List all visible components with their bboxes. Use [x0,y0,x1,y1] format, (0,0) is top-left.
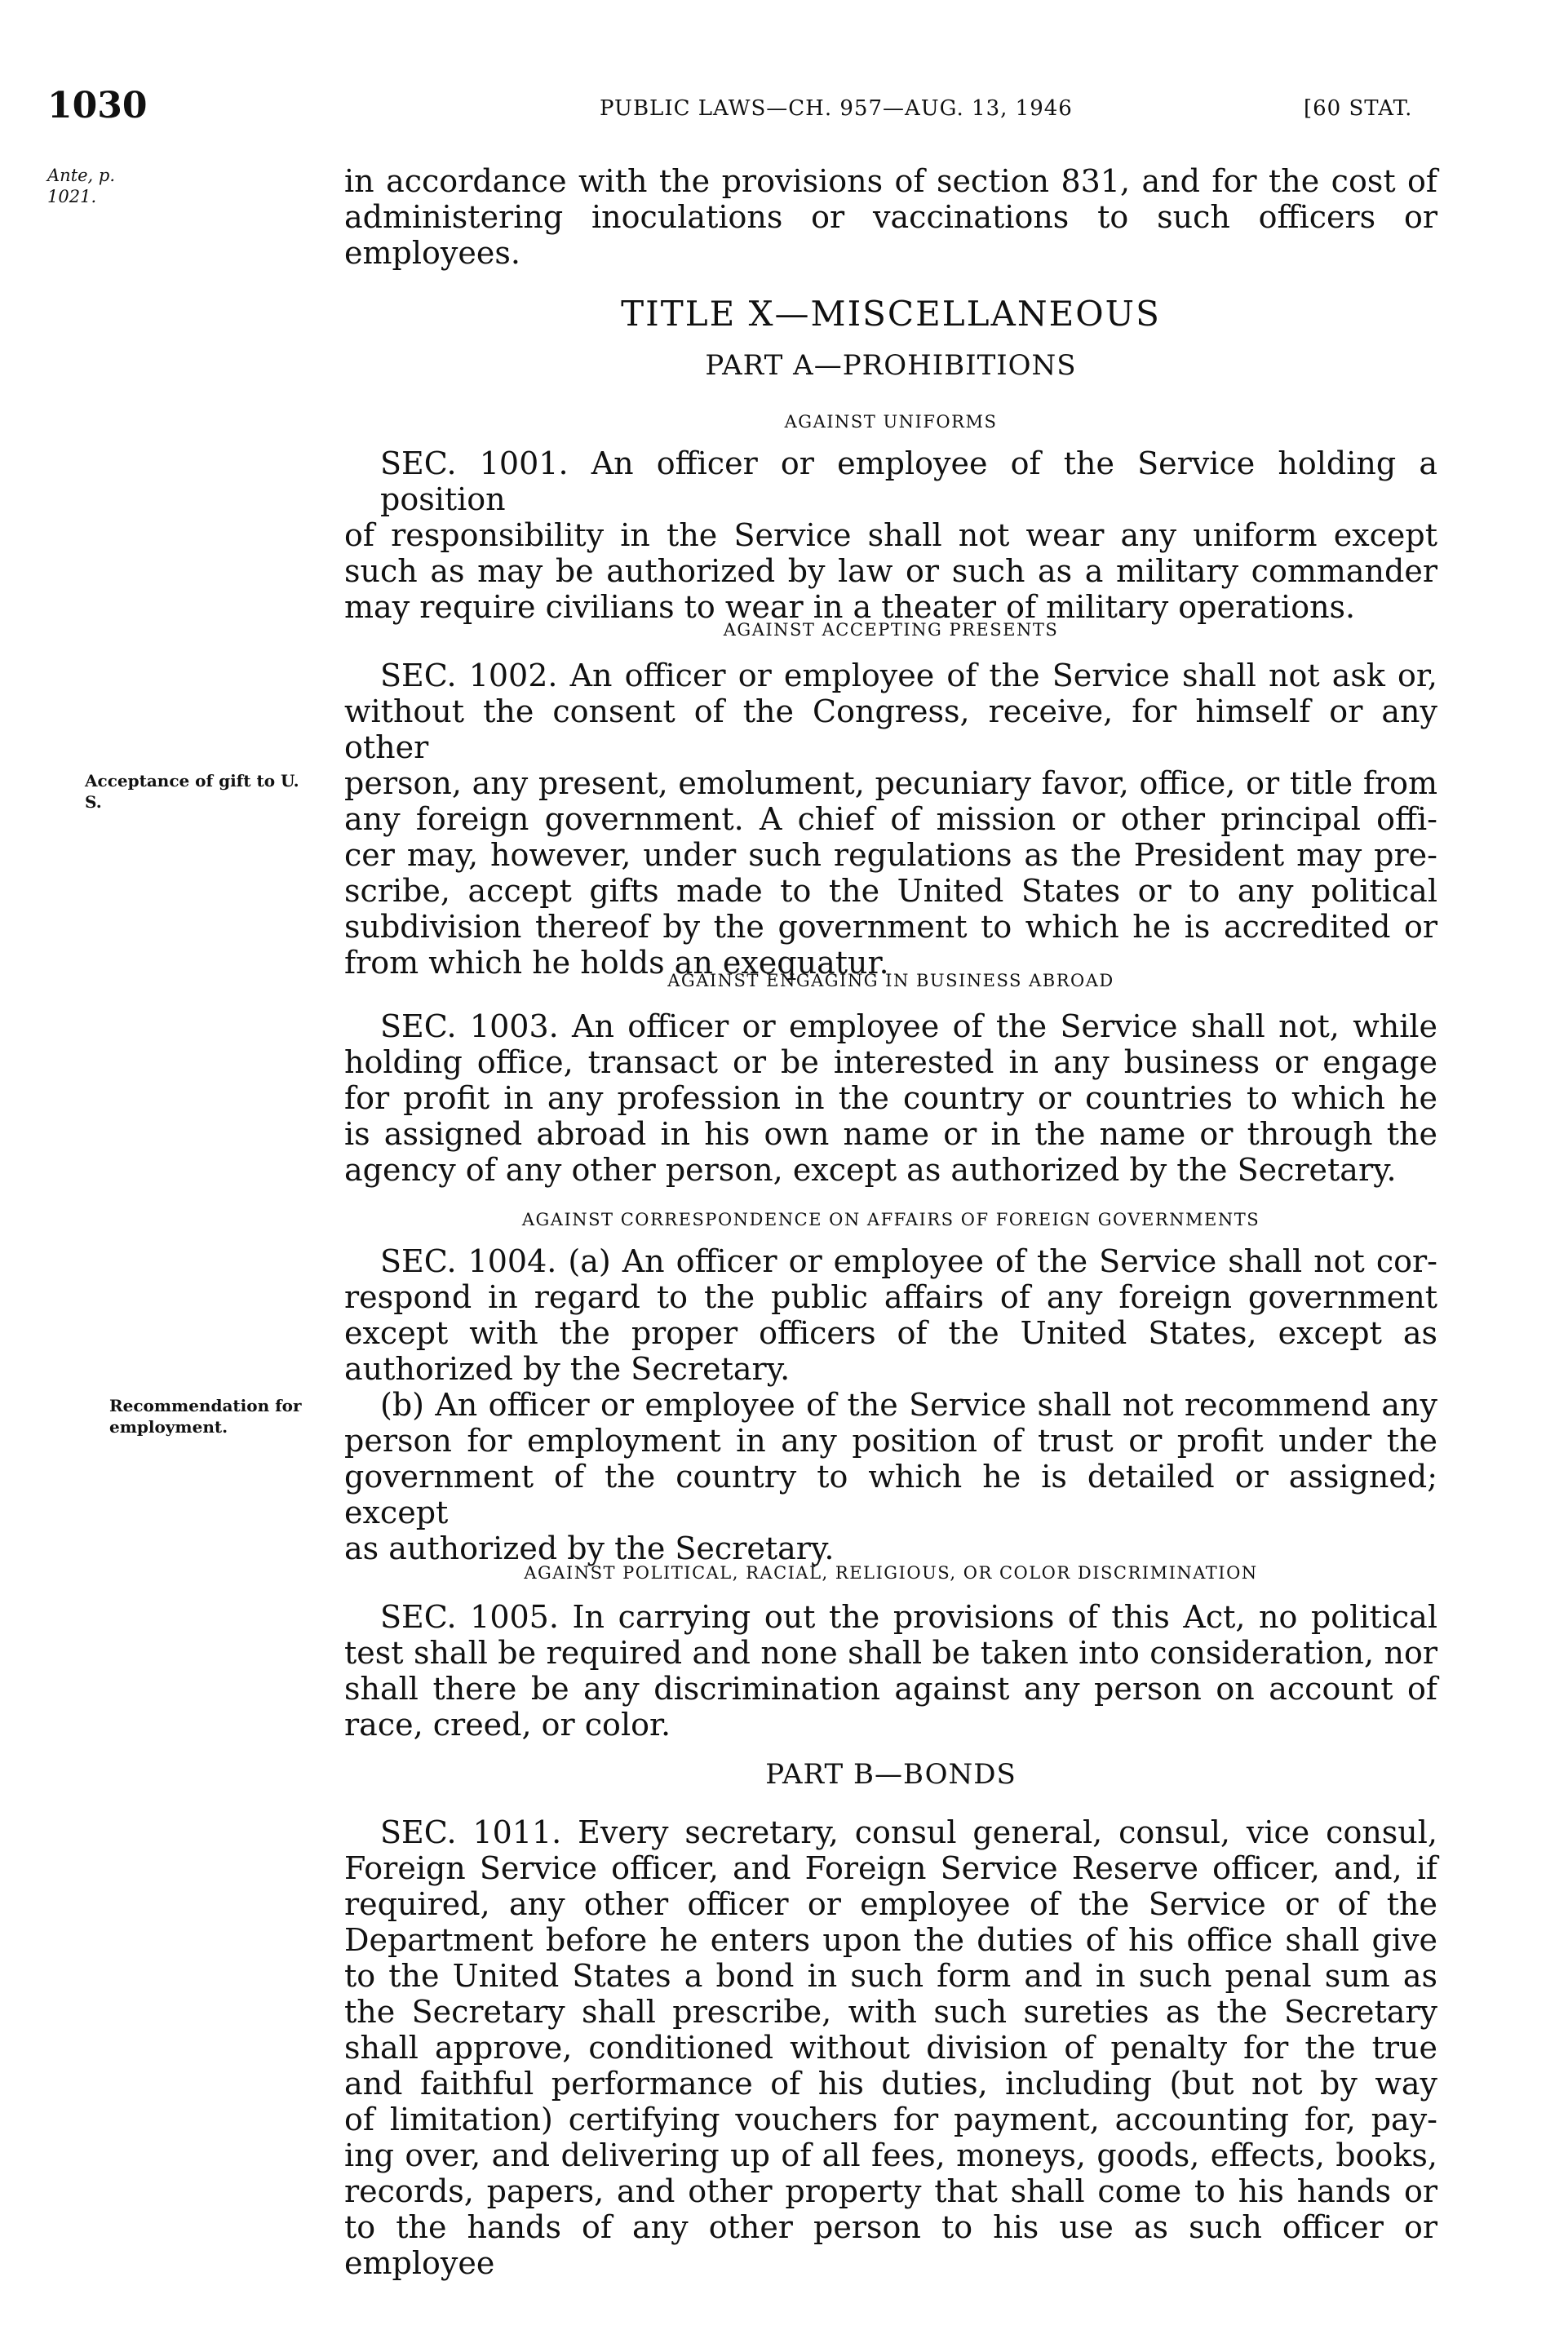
text-line: SEC. 1004. (a) An officer or employee of the Service shall not cor- [380,1243,1437,1279]
part-a-heading: PART A—PROHIBITIONS [705,349,1077,382]
text-line: is assigned abroad in his own name or in the name or through the [344,1116,1437,1152]
section-1011 [344,1814,1437,2281]
margin-note-acceptance-of-gift: Acceptance of gift to U. S. [85,771,299,812]
margin-note-recommendation: Recommendation for employment. [109,1396,302,1437]
section-1002 [344,658,1437,981]
text-line: and faithful performance of his duties, including (but not by way [344,2066,1437,2102]
text-line: any foreign government. A chief of mission or other principal offi- [344,801,1437,837]
text-line: ing over, and delivering up of all fees, moneys, goods, effects, books, [344,2137,1437,2173]
text-line: of limitation) certifying vouchers for payment, accounting for, pay- [344,2102,1437,2137]
text-line: of responsibility in the Service shall not wear any uniform except [344,517,1437,553]
part-b-heading: PART B—BONDS [765,1758,1017,1791]
text-line: to the United States a bond in such form and in such penal sum as [344,1958,1437,1994]
text-line: scribe, accept gifts made to the United States or to any political [344,873,1437,909]
text-line: SEC. 1003. An officer or employee of the Service shall not, while [380,1008,1437,1044]
text-line: without the consent of the Congress, receive, for himself or any other [344,693,1437,765]
text-line: respond in regard to the public affairs of any foreign government [344,1279,1437,1315]
text-line: shall approve, conditioned without division of penalty for the true [344,2030,1437,2066]
text-line: SEC. 1001. An officer or employee of the Service holding a position [380,445,1437,517]
section-heading: AGAINST POLITICAL, RACIAL, RELIGIOUS, OR COLOR DISCRIMINATION [524,1563,1258,1583]
text-line: employees. [344,235,520,271]
text-line: cer may, however, under such regulations as the President may pre- [344,837,1437,873]
text-line: subdivision thereof by the government to which he is accredited or [344,909,1437,945]
text-line: records, papers, and other property that shall come to his hands or [344,2173,1437,2209]
text-line: such as may be authorized by law or such as a military commander [344,553,1437,589]
text-line: administering inoculations or vaccinations to such officers or [344,199,1437,235]
text-line: Department before he enters upon the duties of his office shall give [344,1922,1437,1958]
section-1005 [344,1599,1437,1743]
text-line: agency of any other person, except as authorized by the Secretary. [344,1152,1397,1188]
text-line: authorized by the Secretary. [344,1351,791,1387]
title-heading: TITLE X—MISCELLANEOUS [621,294,1161,334]
text-line: SEC. 1002. An officer or employee of the Service shall not ask or, [380,658,1437,693]
statute-reference: [60 STAT. [1304,96,1413,121]
text-line: Foreign Service officer, and Foreign Service Reserve officer, and, if [344,1850,1437,1886]
section-1001 [344,445,1437,625]
section-1003 [344,1008,1437,1188]
text-line: race, creed, or color. [344,1707,671,1743]
text-line: except with the proper officers of the United States, except as [344,1315,1437,1351]
section-heading: AGAINST UNIFORMS [784,412,998,432]
text-line: (b) An officer or employee of the Service shall not recommend any [380,1387,1437,1423]
text-line: from which he holds an exequatur. [344,945,889,981]
running-title: PUBLIC LAWS—CH. 957—AUG. 13, 1946 [600,96,1073,121]
text-line: person for employment in any position of trust or profit under the [344,1423,1437,1459]
intro-paragraph [344,163,1437,271]
text-line: the Secretary shall prescribe, with such sureties as the Secretary [344,1994,1437,2030]
text-line: SEC. 1005. In carrying out the provisions of this Act, no political [380,1599,1437,1635]
section-1004 [344,1243,1437,1566]
text-line: for profit in any profession in the country or countries to which he [344,1080,1437,1116]
text-line: required, any other officer or employee of the Service or of the [344,1886,1437,1922]
margin-note-ante: Ante, p. 1021. [47,166,116,206]
text-line: may require civilians to wear in a theater of military operations. [344,589,1356,625]
section-heading: AGAINST ENGAGING IN BUSINESS ABROAD [667,971,1114,990]
text-line: to the hands of any other person to his use as such officer or employee [344,2209,1437,2281]
text-line: holding office, transact or be interested in any business or engage [344,1044,1437,1080]
text-line: as authorized by the Secretary. [344,1530,835,1566]
page-number: 1030 [47,85,148,126]
text-line: person, any present, emolument, pecuniary favor, office, or title from [344,765,1437,801]
text-line: in accordance with the provisions of section 831, and for the cost of [344,163,1437,199]
text-line: test shall be required and none shall be taken into consideration, nor [344,1635,1437,1671]
text-line: government of the country to which he is detailed or assigned; except [344,1459,1437,1530]
text-line: SEC. 1011. Every secretary, consul general, consul, vice consul, [380,1814,1437,1850]
section-heading: AGAINST CORRESPONDENCE ON AFFAIRS OF FOREIGN GOVERNMENTS [521,1210,1260,1229]
section-heading: AGAINST ACCEPTING PRESENTS [723,620,1059,640]
text-line: shall there be any discrimination against any person on account of [344,1671,1437,1707]
